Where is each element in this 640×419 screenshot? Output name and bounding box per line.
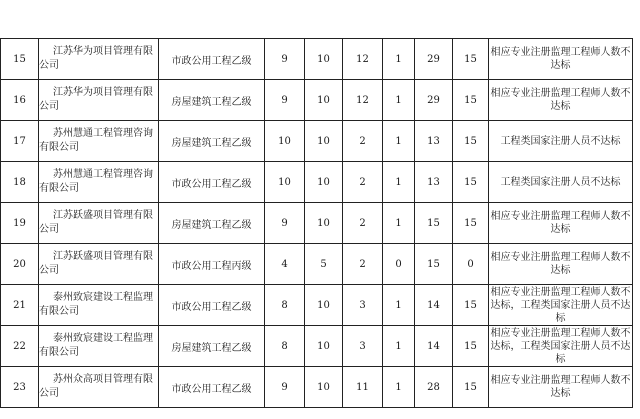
- table-row: [1, 367, 633, 408]
- reason-cell: 相应专业注册监理工程师人数不达标: [489, 80, 633, 121]
- table-row: [1, 39, 633, 80]
- value-cell-2: 10: [305, 285, 343, 326]
- value-cell-4: 1: [383, 285, 415, 326]
- value-cell-2: 10: [305, 39, 343, 80]
- value-cell-5: 29: [415, 80, 453, 121]
- value-cell-5: 13: [415, 121, 453, 162]
- company-name-text: 苏州慧通工程管理咨询有限公司: [39, 169, 153, 194]
- table-row: [1, 80, 633, 121]
- reason-cell: 相应专业注册监理工程师人数不达标: [489, 39, 633, 80]
- value-cell-1: 10: [265, 121, 305, 162]
- qualification-cell: 市政公用工程乙级: [159, 285, 265, 326]
- row-number-cell: 19: [1, 203, 39, 244]
- value-cell-5: 15: [415, 203, 453, 244]
- company-name-cell: [39, 121, 159, 162]
- value-cell-4: 1: [383, 162, 415, 203]
- value-cell-3: 2: [343, 162, 383, 203]
- table-row: [1, 162, 633, 203]
- value-cell-6: 15: [453, 367, 489, 408]
- value-cell-6: 15: [453, 326, 489, 367]
- value-cell-2: 10: [305, 121, 343, 162]
- value-cell-4: 1: [383, 326, 415, 367]
- table-body: [1, 39, 633, 408]
- qualification-cell: 房屋建筑工程乙级: [159, 80, 265, 121]
- value-cell-3: 3: [343, 285, 383, 326]
- company-name-cell: [39, 244, 159, 285]
- value-cell-4: 1: [383, 203, 415, 244]
- value-cell-5: 15: [415, 244, 453, 285]
- qualification-cell: 市政公用工程乙级: [159, 162, 265, 203]
- company-name-text: 江苏跃盛项目管理有限公司: [39, 210, 153, 235]
- qualification-cell: 市政公用工程丙级: [159, 244, 265, 285]
- reason-cell: 相应专业注册监理工程师人数不达标: [489, 203, 633, 244]
- value-cell-2: 10: [305, 367, 343, 408]
- company-name-text: 苏州众高项目管理有限公司: [39, 374, 153, 399]
- value-cell-1: 8: [265, 285, 305, 326]
- value-cell-2: 10: [305, 203, 343, 244]
- value-cell-3: 12: [343, 80, 383, 121]
- value-cell-1: 9: [265, 80, 305, 121]
- value-cell-5: 14: [415, 326, 453, 367]
- value-cell-2: 5: [305, 244, 343, 285]
- value-cell-4: 1: [383, 367, 415, 408]
- company-name-cell: [39, 39, 159, 80]
- value-cell-1: 9: [265, 367, 305, 408]
- value-cell-2: 10: [305, 326, 343, 367]
- value-cell-1: 8: [265, 326, 305, 367]
- value-cell-6: 0: [453, 244, 489, 285]
- reason-cell: 相应专业注册监理工程师人数不达标: [489, 367, 633, 408]
- qualification-cell: 市政公用工程乙级: [159, 367, 265, 408]
- value-cell-4: 1: [383, 121, 415, 162]
- table-row: [1, 121, 633, 162]
- value-cell-1: 9: [265, 39, 305, 80]
- company-name-text: 苏州慧通工程管理咨询有限公司: [39, 128, 153, 153]
- company-name-text: 江苏跃盛项目管理有限公司: [39, 251, 153, 276]
- company-name-cell: [39, 162, 159, 203]
- row-number-cell: 16: [1, 80, 39, 121]
- value-cell-4: 1: [383, 80, 415, 121]
- reason-cell: 工程类国家注册人员不达标: [489, 121, 633, 162]
- qualification-cell: 房屋建筑工程乙级: [159, 326, 265, 367]
- company-name-text: 泰州致宸建设工程监理有限公司: [39, 292, 153, 317]
- company-name-text: 江苏华为项目管理有限公司: [39, 46, 153, 71]
- value-cell-3: 2: [343, 244, 383, 285]
- value-cell-1: 10: [265, 162, 305, 203]
- qualification-cell: 房屋建筑工程乙级: [159, 121, 265, 162]
- table-row: [1, 203, 633, 244]
- value-cell-6: 15: [453, 80, 489, 121]
- value-cell-3: 11: [343, 367, 383, 408]
- table-row: [1, 326, 633, 367]
- qualification-cell: 房屋建筑工程乙级: [159, 203, 265, 244]
- value-cell-2: 10: [305, 80, 343, 121]
- company-name-cell: [39, 285, 159, 326]
- table-row: [1, 244, 633, 285]
- qualification-cell: 市政公用工程乙级: [159, 39, 265, 80]
- value-cell-5: 29: [415, 39, 453, 80]
- value-cell-1: 9: [265, 203, 305, 244]
- value-cell-2: 10: [305, 162, 343, 203]
- value-cell-5: 13: [415, 162, 453, 203]
- value-cell-3: 12: [343, 39, 383, 80]
- company-name-text: 江苏华为项目管理有限公司: [39, 87, 153, 112]
- row-number-cell: 17: [1, 121, 39, 162]
- reason-cell: 相应专业注册监理工程师人数不达标，工程类国家注册人员不达标: [490, 286, 631, 324]
- company-name-cell: [39, 80, 159, 121]
- value-cell-4: 0: [383, 244, 415, 285]
- company-name-cell: [39, 367, 159, 408]
- value-cell-5: 28: [415, 367, 453, 408]
- table-row: [1, 285, 633, 326]
- value-cell-3: 3: [343, 326, 383, 367]
- company-name-cell: [39, 203, 159, 244]
- value-cell-1: 4: [265, 244, 305, 285]
- value-cell-6: 15: [453, 285, 489, 326]
- reason-cell: 工程类国家注册人员不达标: [489, 162, 633, 203]
- reason-cell: 相应专业注册监理工程师人数不达标: [489, 244, 633, 285]
- value-cell-3: 2: [343, 121, 383, 162]
- value-cell-6: 15: [453, 121, 489, 162]
- reason-cell: 相应专业注册监理工程师人数不达标，工程类国家注册人员不达标: [490, 327, 631, 365]
- row-number-cell: 21: [1, 285, 39, 326]
- value-cell-4: 1: [383, 39, 415, 80]
- row-number-cell: 22: [1, 326, 39, 367]
- value-cell-6: 15: [453, 162, 489, 203]
- company-name-cell: [39, 326, 159, 367]
- value-cell-6: 15: [453, 39, 489, 80]
- row-number-cell: 23: [1, 367, 39, 408]
- value-cell-5: 14: [415, 285, 453, 326]
- row-number-cell: 18: [1, 162, 39, 203]
- row-number-cell: 20: [1, 244, 39, 285]
- qualification-table: [0, 38, 633, 408]
- row-number-cell: 15: [1, 39, 39, 80]
- value-cell-3: 2: [343, 203, 383, 244]
- company-name-text: 泰州致宸建设工程监理有限公司: [39, 333, 153, 358]
- value-cell-6: 15: [453, 203, 489, 244]
